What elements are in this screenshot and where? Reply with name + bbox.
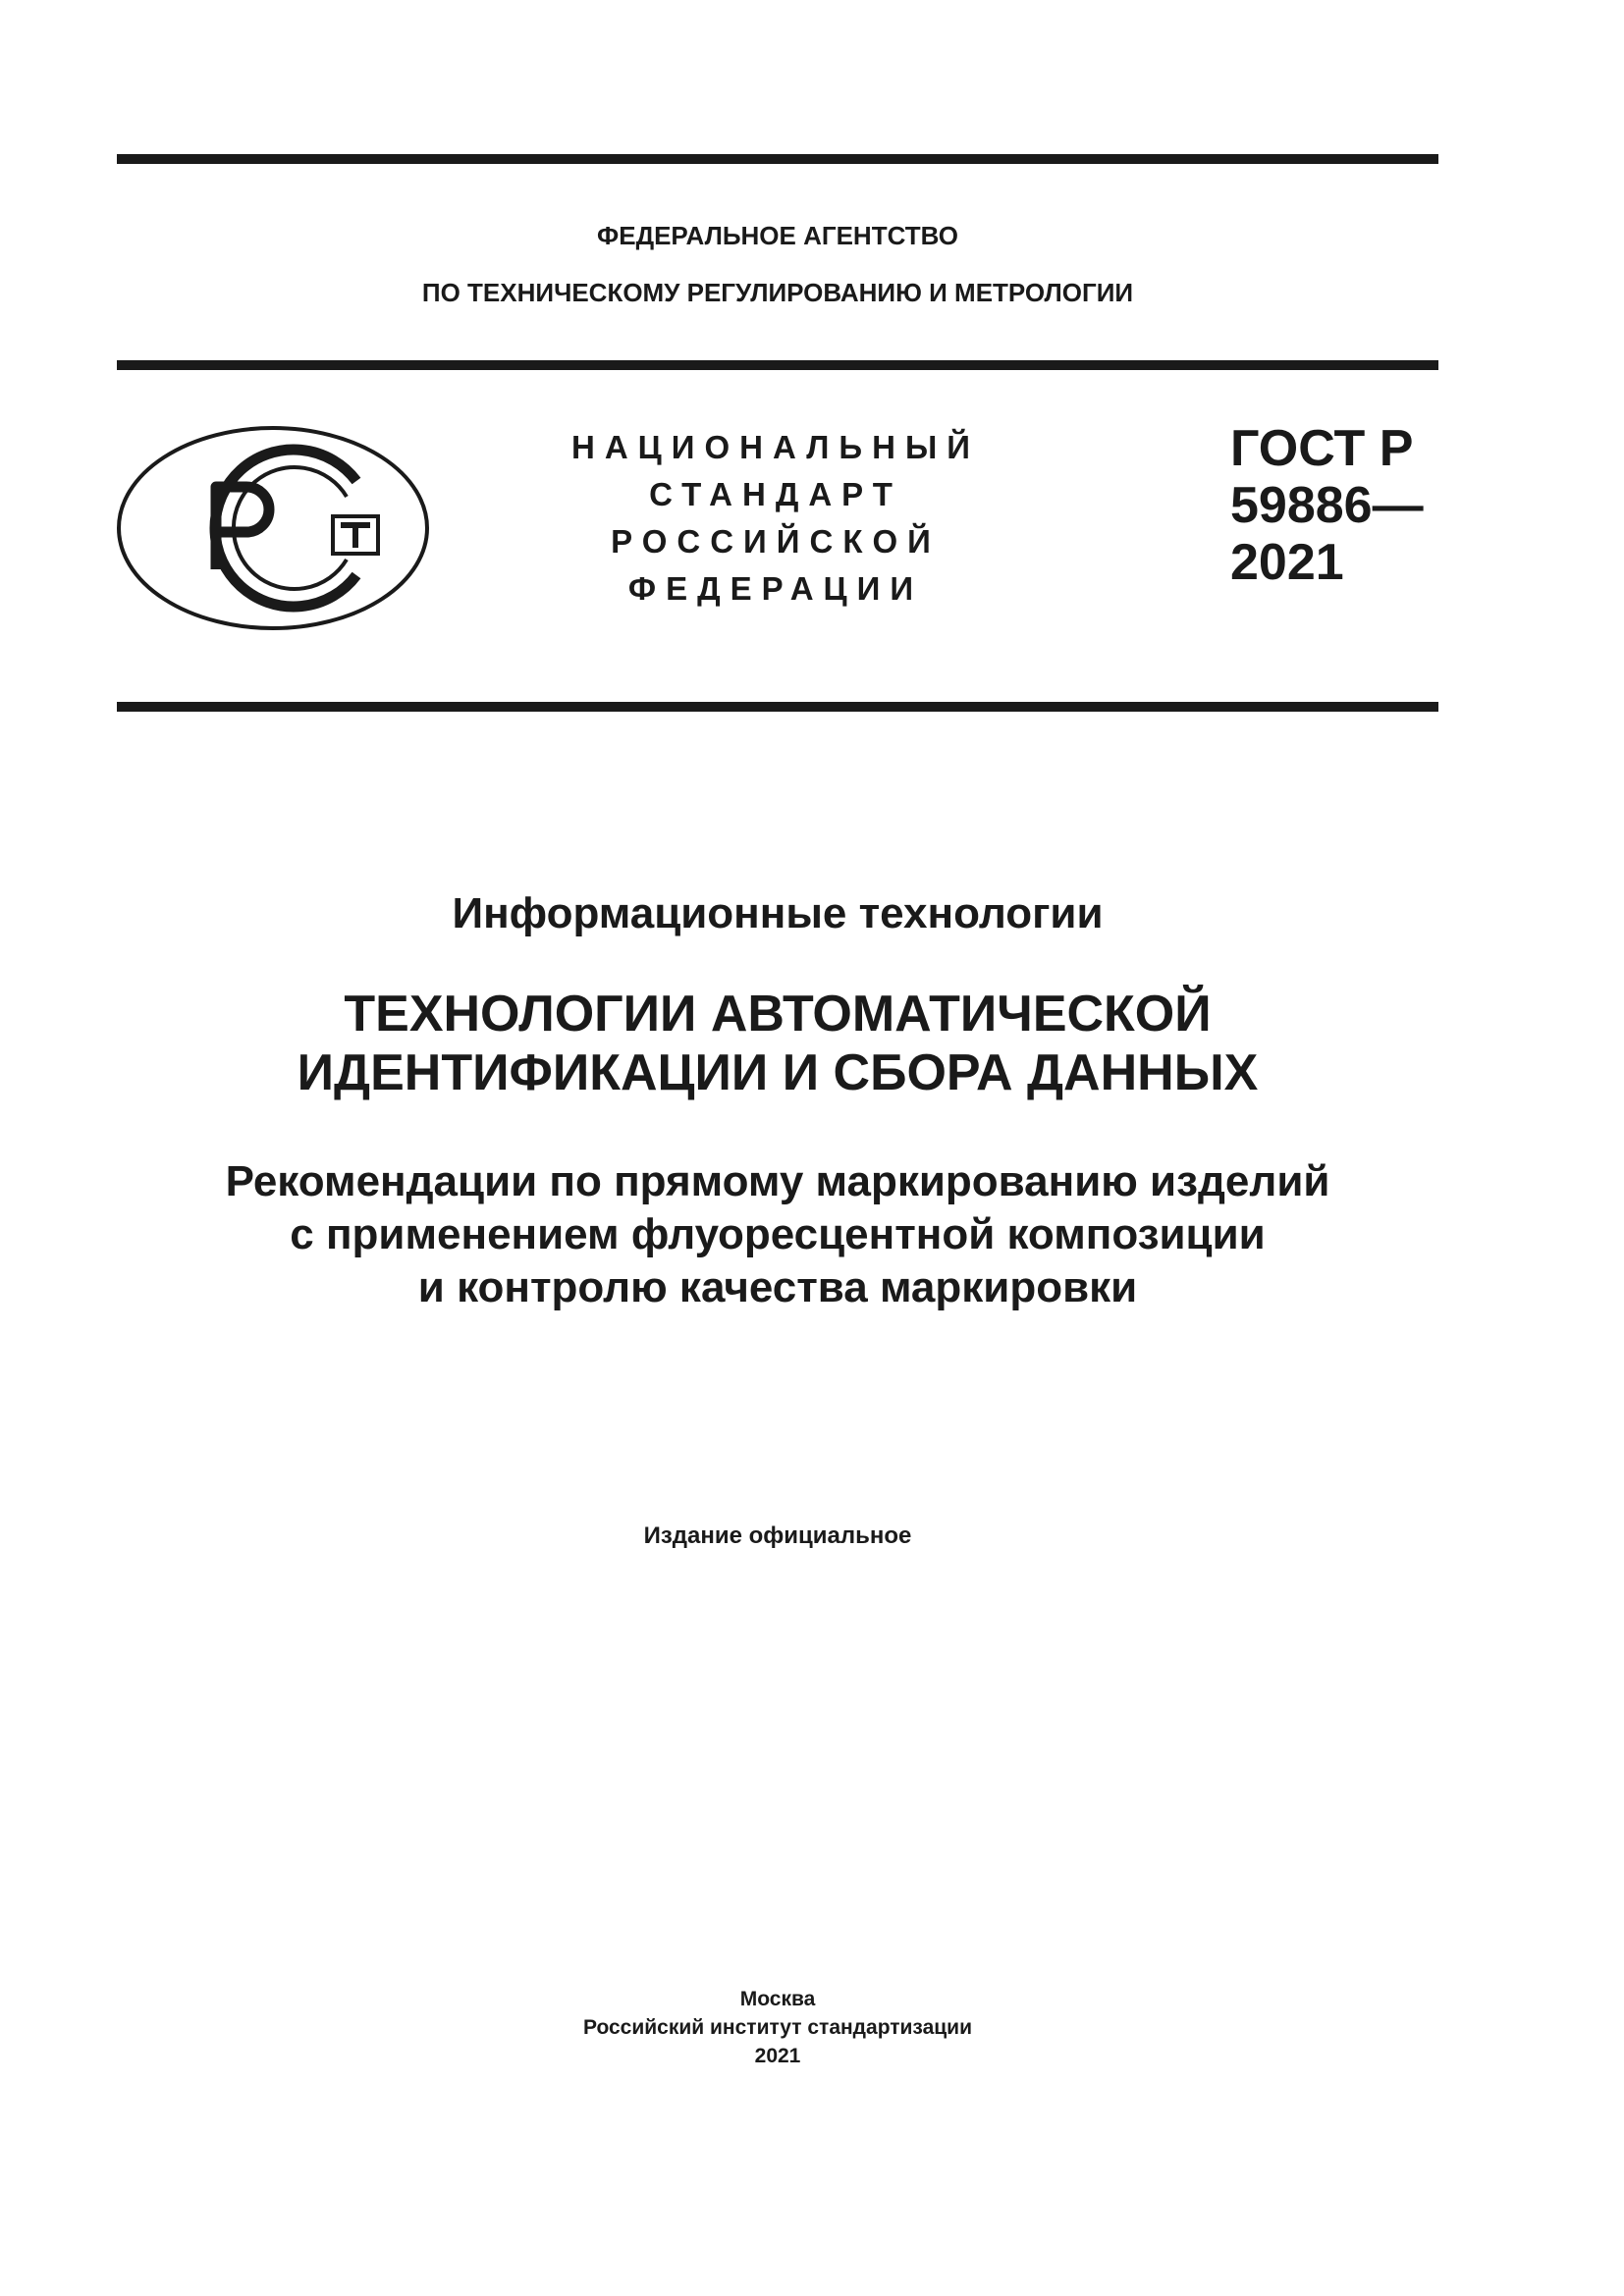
agency-line-2: ПО ТЕХНИЧЕСКОМУ РЕГУЛИРОВАНИЮ И МЕТРОЛОГИИ	[421, 278, 1134, 307]
agency-line-1: ФЕДЕРАЛЬНОЕ АГЕНТСТВО	[597, 221, 958, 250]
standard-type-line-1: НАЦИОНАЛЬНЫЙ	[571, 429, 980, 465]
imprint-publisher: Российский институт стандартизации	[582, 2016, 973, 2039]
standard-type	[550, 424, 1001, 613]
standard-designation	[1230, 420, 1446, 591]
document-category: Информационные технологии	[452, 889, 1104, 937]
subtitle-line-3: и контролю качества маркировки	[417, 1263, 1138, 1311]
edition-note: Издание официальное	[643, 1522, 912, 1549]
standard-type-line-2: СТАНДАРТ	[649, 476, 902, 512]
document-subtitle	[117, 1155, 1438, 1314]
designation-line-2: 59886—	[1230, 477, 1424, 534]
standard-type-line-4: ФЕДЕРАЦИИ	[627, 570, 924, 607]
rst-certification-mark-icon	[115, 424, 431, 632]
header-rule	[117, 360, 1438, 370]
subtitle-line-2: с применением флуоресцентной композиции	[290, 1210, 1266, 1258]
document-title	[117, 985, 1438, 1102]
imprint-city: Москва	[739, 1988, 816, 2010]
top-rule	[117, 154, 1438, 164]
standard-type-line-3: РОССИЙСКОЙ	[611, 523, 941, 560]
subtitle-line-1: Рекомендации по прямому маркированию изделий	[225, 1157, 1330, 1205]
imprint-year: 2021	[754, 2045, 801, 2067]
title-line-2: ИДЕНТИФИКАЦИИ И СБОРА ДАННЫХ	[297, 1044, 1259, 1101]
title-line-1: ТЕХНОЛОГИИ АВТОМАТИЧЕСКОЙ	[344, 986, 1212, 1042]
imprint	[117, 1985, 1438, 2070]
designation-line-3: 2021	[1230, 534, 1344, 591]
title-block-rule	[117, 702, 1438, 712]
designation-line-1: ГОСТ Р	[1230, 420, 1414, 477]
